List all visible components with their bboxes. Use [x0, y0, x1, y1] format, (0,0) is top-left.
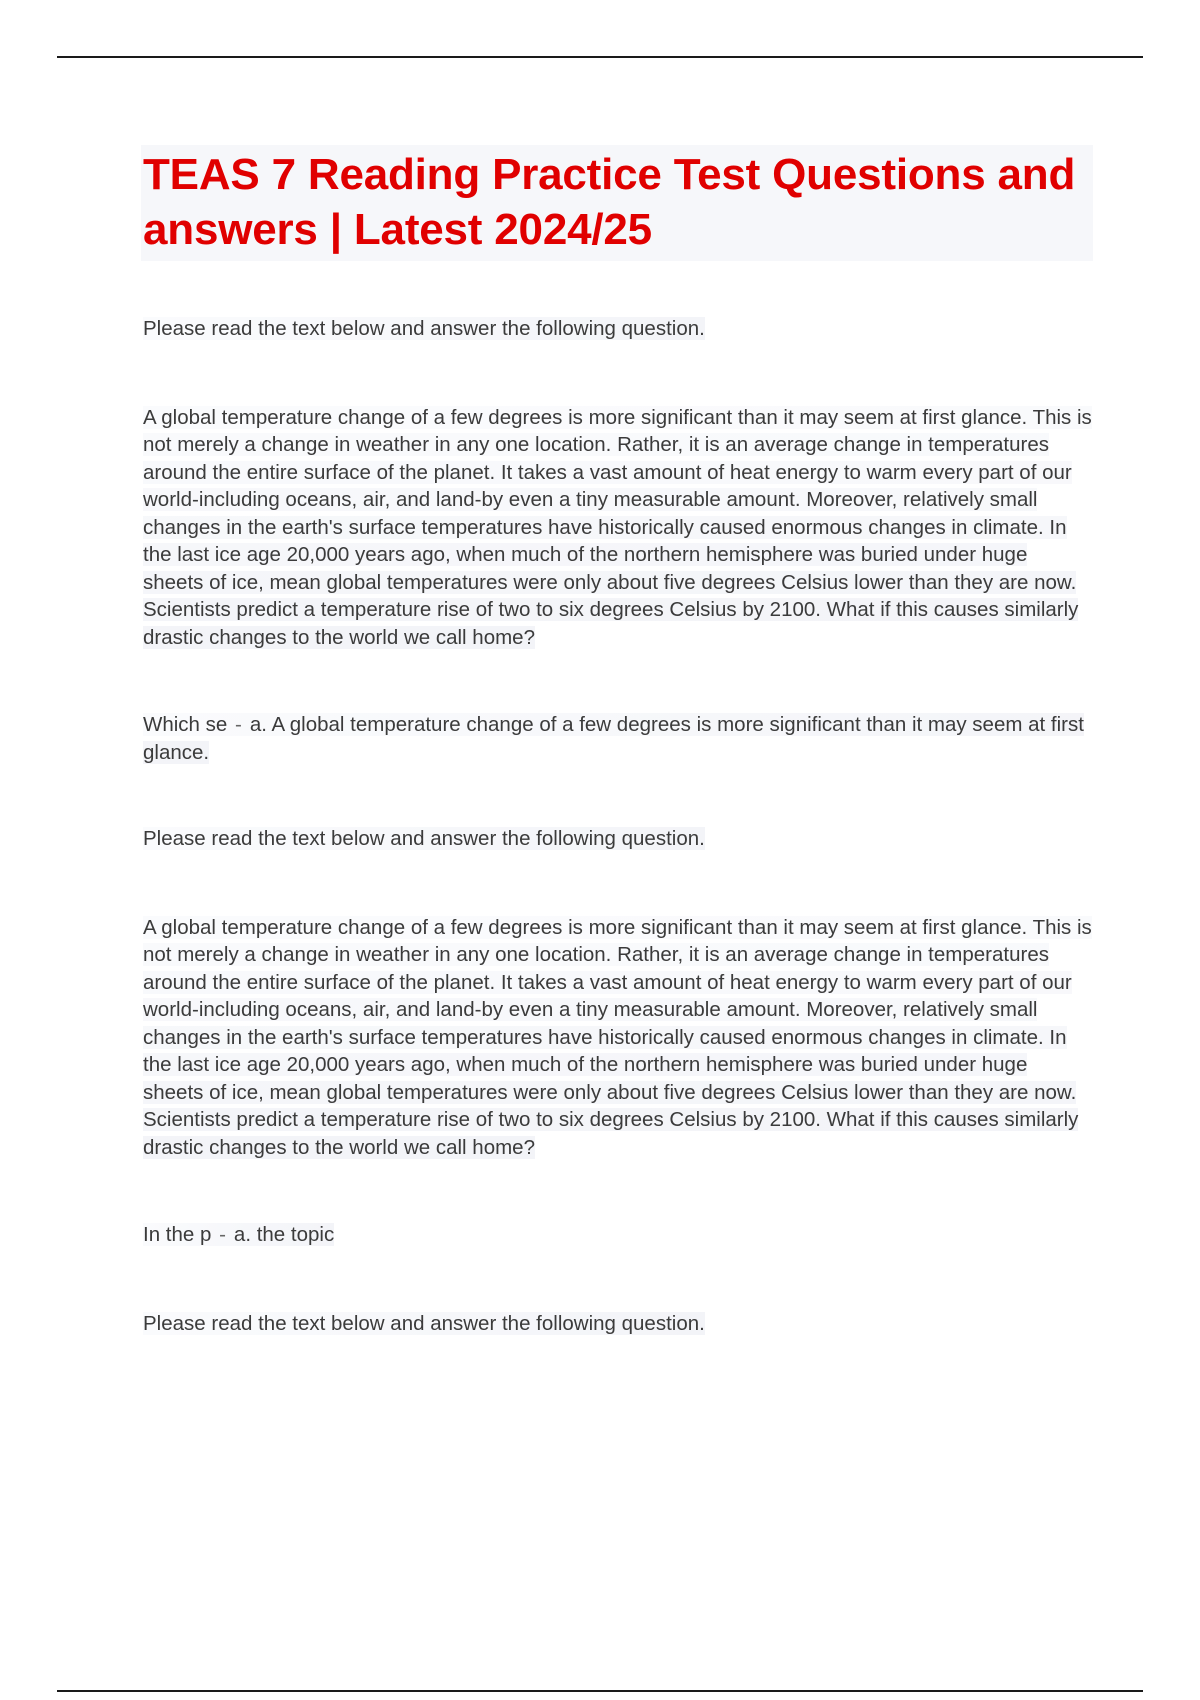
question-answer-2 — [143, 1221, 1093, 1249]
question-separator: - — [235, 713, 242, 736]
question-answer-1 — [143, 711, 1093, 766]
passage-text: A global temperature change of a few degrees is more significant than it may seem at first glance. This is not merely a change in weather in any one location. Rather, it is an average change in temperatures around the entire surface of the planet. It takes a vast amount of heat energy to warm every part of our world-including oceans, air, and land-by even a tiny measurable amount. Moreover, relatively small changes in the earth's surface temperatures have historically caused enormous changes in climate. In the last ice age 20,000 years ago, when much of the northern hemisphere was buried under huge sheets of ice, mean global temperatures were only about five degrees Celsius lower than they are now. Scientists predict a temperature rise of two to six degrees Celsius by 2100. What if this causes similarly drastic changes to the world we call home? — [143, 405, 1092, 649]
page-title: TEAS 7 Reading Practice Test Questions and answers | Latest 2024/25 — [143, 150, 1076, 254]
question-answer: a. A global temperature change of a few degrees is more significant than it may seem at first glance. — [143, 713, 1084, 764]
question-answer: a. the topic — [233, 1223, 335, 1246]
top-rule — [57, 56, 1143, 58]
instruction-text-2: Please read the text below and answer the following question. — [143, 827, 705, 850]
passage-text-2: A global temperature change of a few degrees is more significant than it may seem at first glance. This is not merely a change in weather in any one location. Rather, it is an average change in temperatures around the entire surface of the planet. It takes a vast amount of heat energy to warm every part of our world-including oceans, air, and land-by even a tiny measurable amount. Moreover, relatively small changes in the earth's surface temperatures have historically caused enormous changes in climate. In the last ice age 20,000 years ago, when much of the northern hemisphere was buried under huge sheets of ice, mean global temperatures were only about five degrees Celsius lower than they are now. Scientists predict a temperature rise of two to six degrees Celsius by 2100. What if this causes similarly drastic changes to the world we call home? — [143, 915, 1092, 1159]
title-block — [141, 145, 1093, 261]
question-separator: - — [219, 1223, 226, 1246]
bottom-rule — [57, 1690, 1143, 1692]
document-body — [143, 145, 1093, 1337]
instruction-text-3: Please read the text below and answer the following question. — [143, 1311, 705, 1335]
question-stem: In the p — [143, 1223, 212, 1246]
question-stem: Which se — [143, 713, 228, 736]
instruction-text: Please read the text below and answer the following question. — [143, 317, 705, 340]
